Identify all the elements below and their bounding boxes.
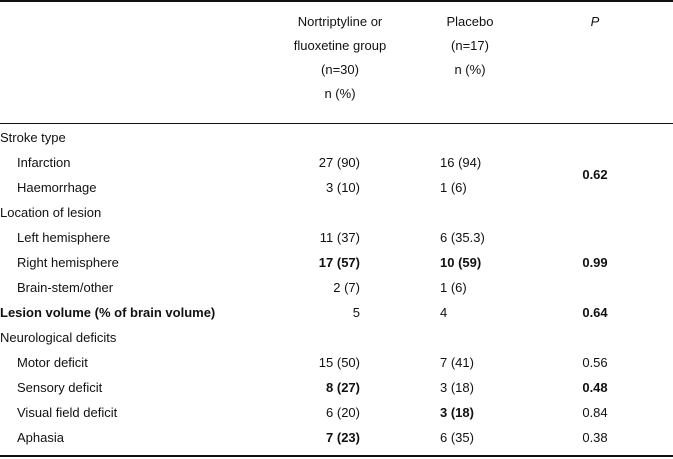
cell-group1: 17 (57) — [318, 255, 360, 270]
header-placebo-group — [410, 10, 530, 82]
cell-p-value: 0.38 — [582, 430, 608, 445]
cell-p-value: 0.99 — [582, 255, 608, 270]
cell-group2: 6 (35.3) — [440, 230, 485, 245]
row-label: Left hemisphere — [17, 230, 111, 245]
table-row — [0, 425, 673, 450]
row-label: Motor deficit — [17, 355, 88, 370]
table-row — [0, 225, 673, 250]
header-line: n (%) — [324, 86, 356, 101]
cell-group1: 27 (90) — [318, 155, 360, 170]
header-line: (n=17) — [451, 38, 489, 53]
row-label: Right hemisphere — [17, 255, 119, 270]
section-label: Lesion volume (% of brain volume) — [0, 305, 216, 320]
section-label: Stroke type — [0, 130, 66, 145]
table-row — [0, 250, 673, 275]
cell-group1: 15 (50) — [318, 355, 360, 370]
row-label: Brain-stem/other — [17, 280, 114, 295]
top-rule — [0, 0, 673, 2]
cell-group2: 1 (6) — [440, 280, 467, 295]
row-label: Visual field deficit — [17, 405, 118, 420]
cell-p-value: 0.64 — [582, 305, 608, 320]
table-row — [0, 275, 673, 300]
cell-group1: 3 (10) — [326, 180, 360, 195]
cell-group1: 6 (20) — [326, 405, 360, 420]
row-label: Sensory deficit — [17, 380, 103, 395]
cell-group1: 2 (7) — [333, 280, 360, 295]
header-rule — [0, 123, 673, 124]
cell-group2: 3 (18) — [440, 405, 474, 420]
cell-p-value: 0.56 — [582, 355, 608, 370]
section-label: Neurological deficits — [0, 330, 117, 345]
header-p-value: P — [590, 14, 600, 29]
cell-group1: 8 (27) — [326, 380, 360, 395]
section-label: Location of lesion — [0, 205, 102, 220]
cell-group2: 16 (94) — [440, 155, 482, 170]
section-stroke-type — [0, 125, 673, 150]
row-label: Haemorrhage — [17, 180, 97, 195]
section-location — [0, 200, 673, 225]
cell-group2: 1 (6) — [440, 180, 467, 195]
section-neuro — [0, 325, 673, 350]
header-line: fluoxetine group — [293, 38, 387, 53]
cell-p-value: 0.48 — [582, 380, 608, 395]
header-line: Nortriptyline or — [297, 14, 383, 29]
table-row — [0, 375, 673, 400]
header-line: Placebo — [446, 14, 494, 29]
header-line: n (%) — [454, 62, 486, 77]
cell-group2: 6 (35) — [440, 430, 474, 445]
cell-group1: 7 (23) — [326, 430, 360, 445]
bottom-rule — [0, 455, 673, 457]
cell-group2: 7 (41) — [440, 355, 474, 370]
table-row — [0, 300, 673, 325]
row-label: Infarction — [17, 155, 71, 170]
header-line: (n=30) — [321, 62, 359, 77]
table-row — [0, 350, 673, 375]
cell-p-value: 0.62 — [582, 167, 608, 182]
cell-group1: 5 — [352, 305, 360, 320]
header-treatment-group — [260, 10, 420, 106]
row-label: Aphasia — [17, 430, 64, 445]
cell-group1: 11 (37) — [319, 230, 360, 245]
table-row — [0, 400, 673, 425]
cell-group2: 10 (59) — [440, 255, 482, 270]
cell-group2: 3 (18) — [440, 380, 474, 395]
cell-p-value: 0.84 — [582, 405, 608, 420]
cell-group2: 4 — [440, 305, 448, 320]
